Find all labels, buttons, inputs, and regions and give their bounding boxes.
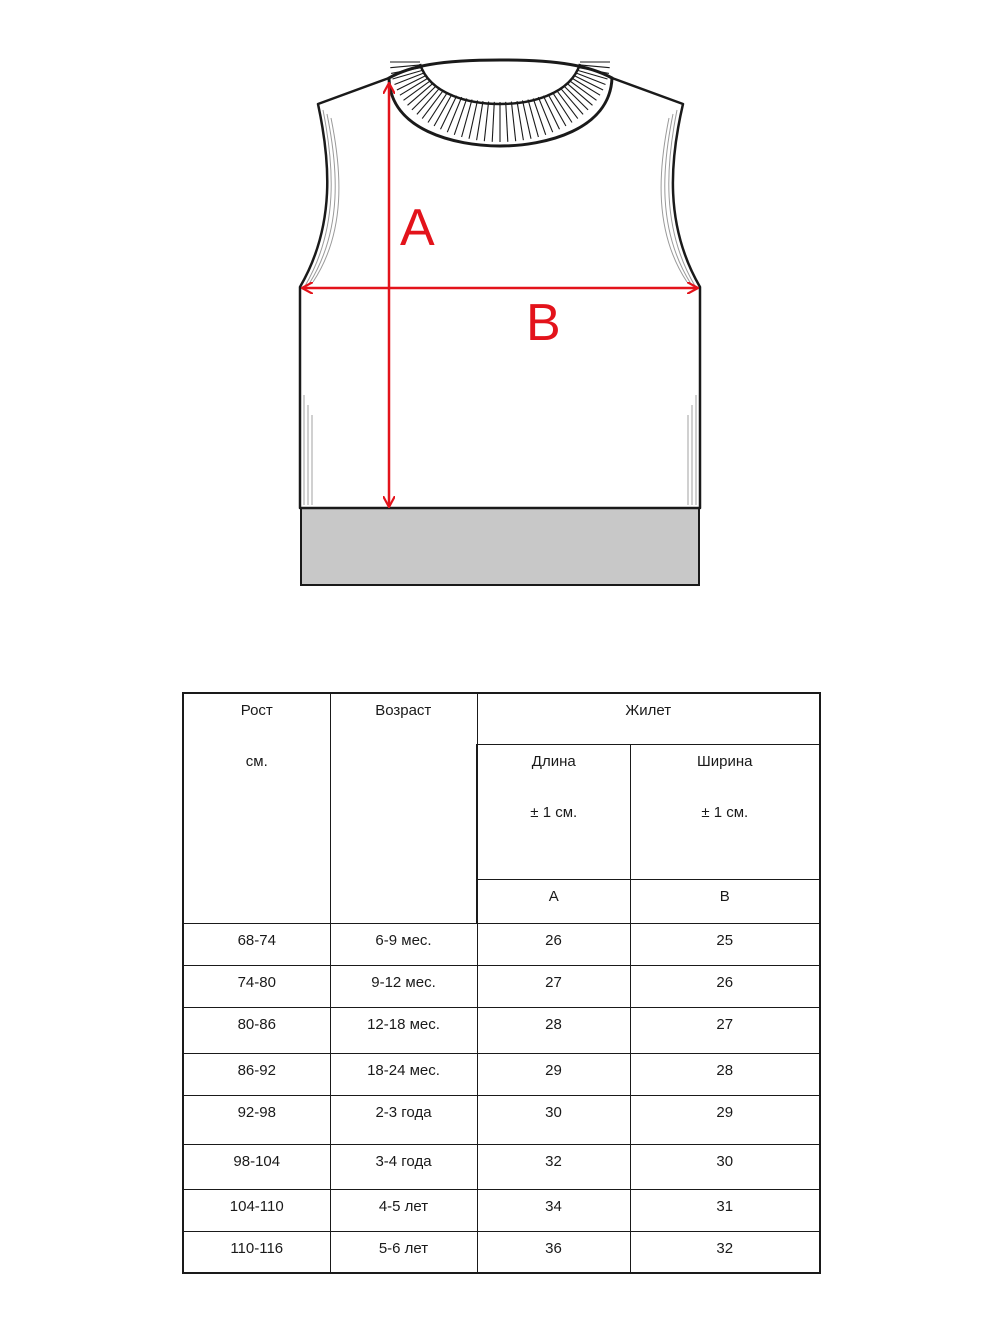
row-b: 25 [630, 923, 820, 965]
table-header-row [183, 693, 820, 744]
header-length [477, 744, 630, 879]
row-b: 29 [630, 1095, 820, 1144]
row-b: 28 [630, 1053, 820, 1095]
row-height: 86-92 [183, 1053, 330, 1095]
row-a: 36 [477, 1231, 630, 1273]
table-row [183, 1007, 820, 1053]
header-height-label: Рост [240, 702, 273, 719]
vest-hem-band [301, 508, 699, 585]
row-b: 26 [630, 965, 820, 1007]
row-b: 27 [630, 1007, 820, 1053]
header-age [330, 693, 477, 923]
measure-b-label: B [526, 294, 561, 352]
table-row [183, 923, 820, 965]
row-height: 92-98 [183, 1095, 330, 1144]
row-height: 104-110 [183, 1189, 330, 1231]
table-row [183, 1231, 820, 1273]
row-age: 9-12 мес. [330, 965, 477, 1007]
header-length-label: Длина [531, 752, 576, 770]
row-age: 5-6 лет [330, 1231, 477, 1273]
row-age: 6-9 мес. [330, 923, 477, 965]
header-width [630, 744, 820, 879]
row-a: 29 [477, 1053, 630, 1095]
row-a: 32 [477, 1144, 630, 1189]
header-height-unit: см. [245, 753, 268, 770]
row-height: 74-80 [183, 965, 330, 1007]
table-row [183, 965, 820, 1007]
header-age-label: Возраст [375, 702, 432, 719]
row-height: 98-104 [183, 1144, 330, 1189]
measure-a-label: A [400, 199, 435, 257]
row-age: 4-5 лет [330, 1189, 477, 1231]
header-length-code: А [477, 879, 630, 923]
header-garment [477, 693, 820, 744]
row-b: 30 [630, 1144, 820, 1189]
row-a: 26 [477, 923, 630, 965]
table-row [183, 1095, 820, 1144]
header-length-tolerance: ± 1 см. [530, 803, 578, 821]
row-height: 110-116 [183, 1231, 330, 1273]
header-height [183, 693, 330, 923]
header-width-code: В [630, 879, 820, 923]
table-row [183, 1189, 820, 1231]
header-width-tolerance: ± 1 см. [701, 803, 749, 821]
header-garment-label: Жилет [625, 702, 672, 719]
row-age: 18-24 мес. [330, 1053, 477, 1095]
row-age: 3-4 года [330, 1144, 477, 1189]
row-height: 68-74 [183, 923, 330, 965]
row-b: 32 [630, 1231, 820, 1273]
size-table [182, 692, 821, 1274]
row-b: 31 [630, 1189, 820, 1231]
row-a: 28 [477, 1007, 630, 1053]
table-row [183, 1144, 820, 1189]
row-age: 2-3 года [330, 1095, 477, 1144]
row-a: 27 [477, 965, 630, 1007]
vest-diagram [0, 0, 1000, 620]
row-height: 80-86 [183, 1007, 330, 1053]
row-a: 34 [477, 1189, 630, 1231]
header-width-label: Ширина [697, 752, 753, 770]
row-age: 12-18 мес. [330, 1007, 477, 1053]
table-row [183, 1053, 820, 1095]
row-a: 30 [477, 1095, 630, 1144]
